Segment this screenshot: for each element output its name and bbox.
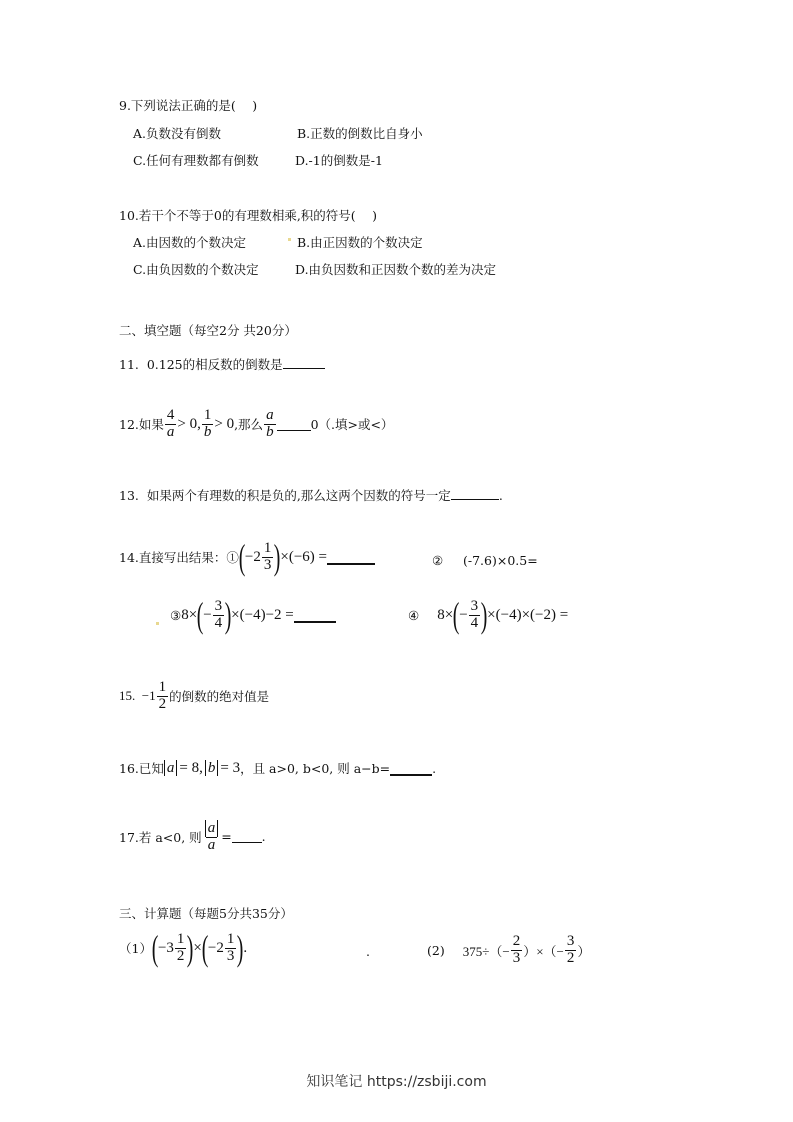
- q9-option-a: A.负数没有倒数: [133, 126, 222, 141]
- q14-e1-left-paren: (: [238, 537, 246, 577]
- calc-2-text-1: 375÷（−: [462, 943, 510, 959]
- q14-e1-den: 3: [263, 556, 272, 573]
- section-title-fill-blank: 二、填空题（每空2分 共20分）: [119, 323, 297, 338]
- q12-f2-den: b: [203, 423, 212, 440]
- calc-2-fraction-1: [511, 934, 523, 967]
- q11-answer-blank[interactable]: [283, 368, 325, 369]
- q14-e4-den: 4: [470, 614, 479, 631]
- q14-circle-4: ④: [408, 607, 420, 623]
- q12-f1-den: a: [166, 423, 175, 440]
- q14-e3-left-paren: (: [196, 595, 204, 635]
- q14-e3-den: 4: [214, 614, 223, 631]
- q14-e1-answer-blank[interactable]: [327, 563, 375, 565]
- calc-dot: .: [366, 944, 370, 959]
- q14-e3-answer-blank[interactable]: [294, 621, 336, 623]
- q17-eq: =: [221, 829, 232, 845]
- q17-abs-a: a: [205, 820, 219, 837]
- calc-1-den-1: 2: [176, 947, 185, 964]
- q10-option-b: B.由正因数的个数决定: [297, 235, 423, 250]
- q17-answer-blank[interactable]: [232, 842, 262, 843]
- q16-suffix: ，且 a>0, b<0, 则 a−b=: [240, 761, 391, 776]
- calc-1-num-1: 1: [176, 930, 185, 947]
- q14-line-2-left: [170, 597, 336, 633]
- calc-2-den-1: 3: [512, 949, 521, 966]
- calc-1: [119, 930, 247, 966]
- calc-1-whole-2: −2: [207, 939, 224, 956]
- q10-stem: 10.若干个不等于0的有理数相乘,积的符号( ): [119, 208, 378, 223]
- q14-circle-2: ②: [432, 553, 444, 568]
- q17: [119, 820, 266, 854]
- q15-fraction: [157, 680, 169, 713]
- speck-mark-2: [156, 622, 159, 625]
- calc-1-fraction-2: [225, 932, 237, 965]
- q13: [119, 486, 503, 504]
- calc-2: [427, 934, 590, 967]
- q12-f2-num: 1: [203, 407, 212, 423]
- q12-f3-num: a: [266, 407, 274, 423]
- q9-option-d: D.-1的倒数是-1: [295, 153, 383, 168]
- q10-option-d: D.由负因数和正因数个数的差为决定: [295, 262, 497, 277]
- section-title-calculation: 三、计算题（每题5分共35分）: [119, 906, 293, 921]
- q17-end: .: [261, 829, 266, 845]
- q16-eq-1: = 8,: [179, 759, 203, 776]
- calc-1-fraction-1: [175, 932, 187, 965]
- calc-1-times: ×: [193, 939, 202, 956]
- q10-option-c: C.由负因数的个数决定: [133, 262, 259, 277]
- q11-text: 11. 0.125的相反数的倒数是: [119, 357, 283, 372]
- q15: [119, 680, 269, 713]
- q14-line-2-right: [408, 597, 568, 633]
- q14-line-1: [119, 539, 375, 575]
- q17-den: a: [207, 836, 216, 853]
- q13-answer-blank[interactable]: [451, 499, 499, 500]
- q14-e3-fraction: [213, 599, 225, 632]
- q15-suffix: 的倒数的绝对值是: [169, 689, 270, 705]
- q16-answer-blank[interactable]: [390, 774, 432, 776]
- q15-num: 1: [158, 679, 167, 695]
- calc-2-num-2: 3: [566, 933, 575, 949]
- q12-answer-blank[interactable]: [277, 430, 311, 431]
- q14-e4-right-paren: ): [480, 595, 488, 635]
- q12-f1-num: 4: [166, 407, 175, 423]
- q14-circle-3: ③: [170, 607, 182, 623]
- q12-gt-1: > 0,: [177, 415, 201, 432]
- q12: [119, 408, 393, 441]
- q9-stem: 9.下列说法正确的是( ): [119, 98, 258, 113]
- q12-suffix: 0（.填>或<）: [310, 417, 394, 433]
- q13-text: 13. 如果两个有理数的积是负的,那么这两个因数的符号一定: [119, 488, 451, 503]
- q14-e3-right-paren: ): [224, 595, 232, 635]
- calc-1-den-2: 3: [226, 947, 235, 964]
- q14-e1-fraction: [262, 541, 274, 574]
- q14-e1-right-paren: ): [274, 537, 281, 577]
- q14-e4-rest: ×(−4)×(−2) =: [487, 606, 569, 623]
- footer-watermark: 知识笔记 https://zsbiji.com: [306, 1074, 487, 1090]
- calc-1-label: （1）: [119, 941, 152, 956]
- q14-e4-neg: −: [459, 606, 468, 623]
- q15-prefix: 15. −1: [119, 688, 156, 704]
- q14-e4-num: 3: [470, 597, 479, 614]
- q17-prefix: 17.若 a<0, 则: [119, 829, 202, 845]
- calc-1-left-paren-2: (: [201, 928, 209, 968]
- calc-2-num-1: 2: [512, 933, 521, 949]
- calc-2-fraction-2: [565, 934, 577, 967]
- calc-1-num-2: 1: [226, 930, 235, 947]
- q14-e3-a: 8×: [181, 606, 198, 623]
- q14-prefix: 14.直接写出结果：①: [119, 550, 239, 565]
- q15-den: 2: [158, 695, 167, 712]
- q14-e3-neg: −: [203, 606, 212, 623]
- q12-prefix: 12.如果: [119, 417, 164, 433]
- calc-2-text-3: ）: [577, 943, 591, 959]
- q10-option-a: A.由因数的个数决定: [133, 235, 247, 250]
- q9-option-b: B.正数的倒数比自身小: [297, 126, 423, 141]
- calc-2-label: (2): [427, 942, 445, 958]
- calc-2-den-2: 2: [566, 949, 575, 966]
- q16-eq-2: = 3: [220, 759, 241, 776]
- calc-1-left-paren-1: (: [151, 928, 159, 968]
- q14-e1-num: 1: [263, 539, 272, 556]
- q16-abs-a: a: [164, 760, 178, 777]
- q16-prefix: 16.已知: [119, 761, 164, 776]
- q12-gt-2: > 0: [214, 415, 235, 432]
- q14-e4-left-paren: (: [452, 595, 460, 635]
- q14-e4-fraction: [469, 599, 481, 632]
- q14-e1-rest: ×(−6) =: [280, 548, 327, 565]
- q12-f3-den: b: [266, 423, 274, 440]
- q12-fraction-3: [264, 408, 276, 441]
- q14-e2: (-7.6)×0.5=: [463, 553, 538, 568]
- q14-e1-whole: −2: [244, 548, 261, 565]
- calc-1-right-paren-1: ): [187, 928, 194, 968]
- q14-e3-num: 3: [214, 597, 223, 614]
- q16: [119, 759, 436, 777]
- q11: [119, 355, 325, 373]
- calc-2-text-2: ）×（−: [523, 943, 564, 959]
- q13-end: .: [498, 488, 503, 503]
- calc-1-whole-1: −3: [157, 939, 174, 956]
- q16-abs-b: b: [205, 760, 219, 777]
- q12-fraction-1: [165, 408, 177, 441]
- q17-fraction: [203, 820, 221, 854]
- q12-fraction-2: [202, 408, 214, 441]
- speck-mark: [288, 238, 291, 241]
- calc-1-right-paren-2: ): [237, 928, 244, 968]
- q14-e4-a: 8×: [437, 606, 454, 623]
- q14-e3-rest: ×(−4)−2 =: [231, 606, 294, 623]
- q9-option-c: C.任何有理数都有倒数: [133, 153, 259, 168]
- calc-1-end: .: [243, 939, 248, 956]
- q12-mid: ,那么: [234, 417, 264, 433]
- q16-end: .: [432, 760, 437, 776]
